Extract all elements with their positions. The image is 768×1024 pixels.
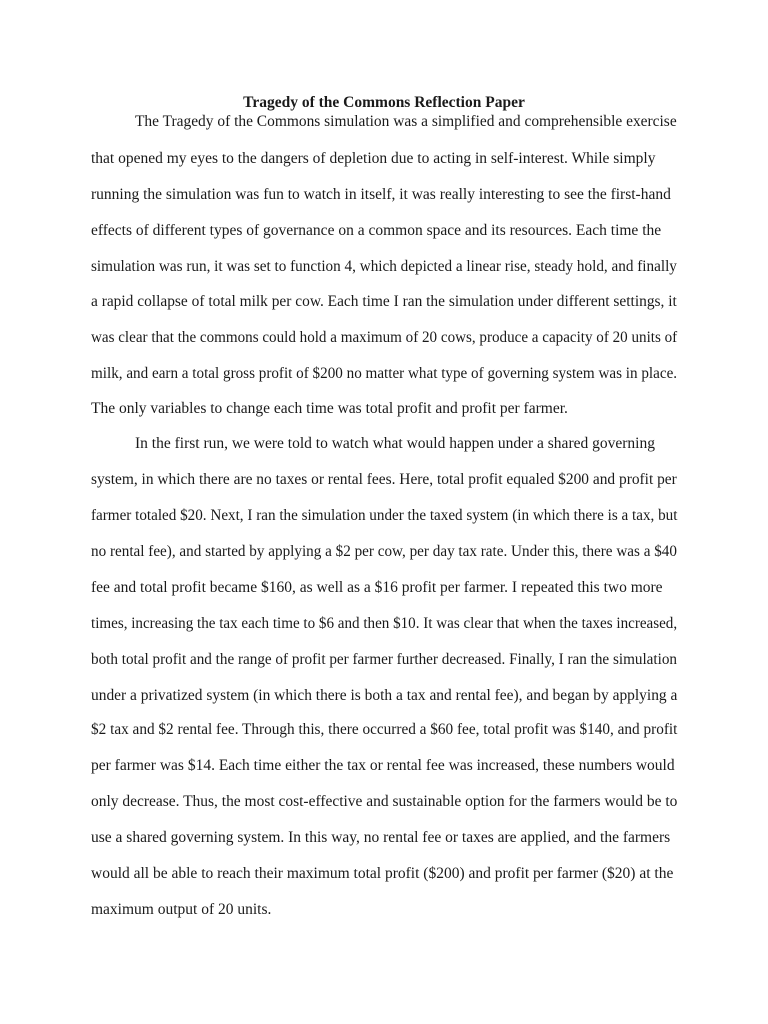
paragraph-2-line-4: no rental fee), and started by applying a $2 per cow, per day tax rate. Under this, there was a $40 bbox=[91, 543, 677, 560]
paragraph-1-line-5: simulation was run, it was set to function 4, which depicted a linear rise, steady hold, and finally bbox=[91, 258, 677, 275]
paragraph-1-line-6: a rapid collapse of total milk per cow. Each time I ran the simulation under different settings, it bbox=[91, 293, 677, 310]
paragraph-1-line-7: was clear that the commons could hold a maximum of 20 cows, produce a capacity of 20 units of bbox=[91, 329, 678, 346]
paragraph-2-line-14: maximum output of 20 units. bbox=[91, 901, 272, 918]
paragraph-2-line-5: fee and total profit became $160, as well as a $16 profit per farmer. I repeated this two more bbox=[91, 579, 663, 596]
paragraph-2-line-7: both total profit and the range of profit per farmer further decreased. Finally, I ran the simulation bbox=[91, 651, 677, 668]
paragraph-2-line-2: system, in which there are no taxes or rental fees. Here, total profit equaled $200 and profit per bbox=[91, 471, 677, 488]
paragraph-1-line-2: that opened my eyes to the dangers of depletion due to acting in self-interest. While simply bbox=[91, 150, 656, 167]
paragraph-2-line-8: under a privatized system (in which there is both a tax and rental fee), and began by applying a bbox=[91, 687, 678, 704]
paragraph-1-line-9: The only variables to change each time was total profit and profit per farmer. bbox=[91, 400, 568, 417]
paragraph-2-line-6: times, increasing the tax each time to $6 and then $10. It was clear that when the taxes increased, bbox=[91, 615, 678, 632]
paragraph-2-line-11: only decrease. Thus, the most cost-effective and sustainable option for the farmers would be to bbox=[91, 793, 678, 810]
paragraph-2-line-3: farmer totaled $20. Next, I ran the simulation under the taxed system (in which there is a tax, but bbox=[91, 507, 678, 524]
paragraph-2-line-13: would all be able to reach their maximum total profit ($200) and profit per farmer ($20) at the bbox=[91, 865, 674, 882]
paragraph-1-line-1: The Tragedy of the Commons simulation was a simplified and comprehensible exercise bbox=[135, 113, 677, 130]
paragraph-1-line-3: running the simulation was fun to watch in itself, it was really interesting to see the first-hand bbox=[91, 186, 671, 203]
paragraph-1-line-8: milk, and earn a total gross profit of $200 no matter what type of governing system was in place. bbox=[91, 365, 678, 382]
paragraph-2-line-12: use a shared governing system. In this way, no rental fee or taxes are applied, and the farmers bbox=[91, 829, 671, 846]
page-title: Tragedy of the Commons Reflection Paper bbox=[243, 94, 525, 111]
paragraph-1-line-4: effects of different types of governance on a common space and its resources. Each time the bbox=[91, 222, 662, 239]
paragraph-2-line-10: per farmer was $14. Each time either the tax or rental fee was increased, these numbers would bbox=[91, 757, 675, 774]
paragraph-2-line-1: In the first run, we were told to watch what would happen under a shared governing bbox=[135, 435, 655, 452]
paragraph-2-line-9: $2 tax and $2 rental fee. Through this, there occurred a $60 fee, total profit was $140, and profit bbox=[91, 721, 678, 738]
